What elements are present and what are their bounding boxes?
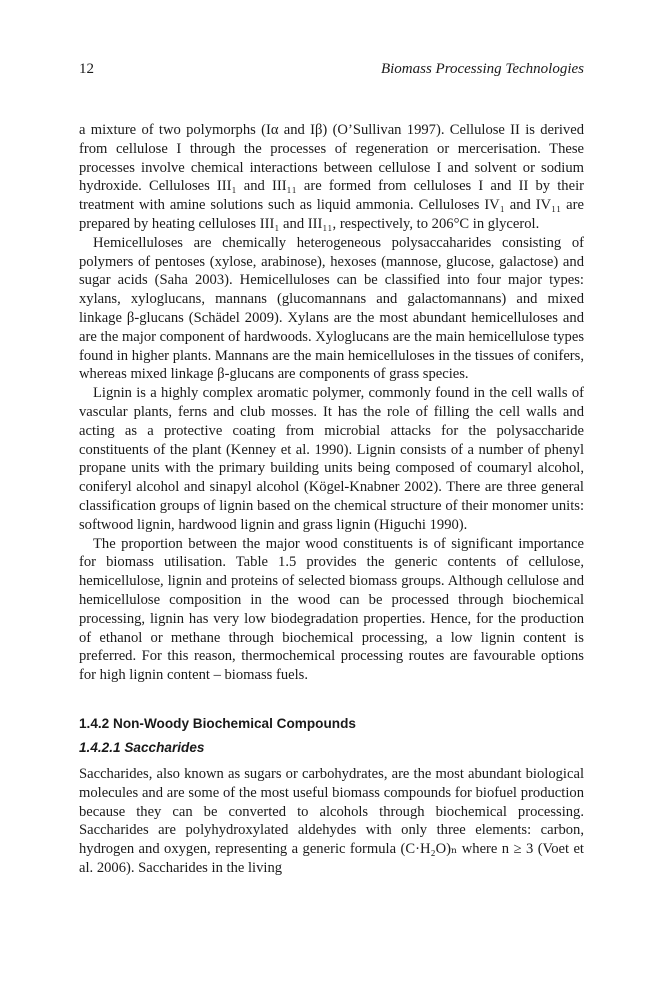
paragraph-wood-constituents: The proportion between the major wood constituents is of significant importance for biomass utilisation. Table 1.5 provides the generic contents of cellulose, hemicellulose, lignin and proteins of selected biomass groups. Although cellulose and hemicellulose composition in the wood can be processed through biochemical processing, lignin has very low biodegradation properties. Hence, for the production of ethanol or methane through biochemical processing, a low lignin content is preferred. For this reason, thermochemical processing routes are favourable options for high lignin content – biomass fuels. (79, 535, 584, 684)
body-text (79, 121, 584, 878)
paragraph-lignin: Lignin is a highly complex aromatic polymer, commonly found in the cell walls of vascular plants, ferns and club mosses. It has the role of filling the cell walls and acting as a protective coating from microbial attacks for the polysaccharide constituents of the plant (Kenney et al. 1990). Lignin consists of a number of phenyl propane units with the primary building units being composed of coumaryl alcohol, coniferyl alcohol and sinapyl alcohol (Kögel-Knabner 2002). There are three general classification groups of lignin based on the chemical structure of their monomer units: softwood lignin, hardwood lignin and grass lignin (Higuchi 1990). (79, 385, 584, 533)
running-header (79, 60, 584, 78)
subsection-heading: 1.4.2.1 Saccharides (79, 739, 205, 755)
page-number: 12 (79, 61, 94, 77)
section-heading: 1.4.2 Non-Woody Biochemical Compounds (79, 715, 356, 731)
paragraph-hemicelluloses: Hemicelluloses are chemically heterogeneous polysaccaharides consisting of polymers of pentoses (xylose, arabinose), hexoses (mannose, glucose, galactose) and sugar acids (Saha 2003). Hemicelluloses can be classified into four major types: xylans, xyloglucans, mannans (glucomannans and galactomannans) and mixed linkage β-glucans (Schädel 2009). Xylans are the most abundant hemicelluloses and are the major component of hardwoods. Xyloglucans are the main hemicellulose types found in higher plants. Mannans are the main hemicelluloses in the tissues of conifers, whereas mixed linkage β-glucans are components of grass species. (79, 234, 584, 383)
paragraph-saccharides: Saccharides, also known as sugars or carbohydrates, are the most abundant biological molecules and are some of the most useful biomass compounds for biofuel production because they can be converted to alcohols through biochemical processing. Saccharides are polyhydroxylated aldehydes with only three elements: carbon, hydrogen and oxygen, representing a generic formula (C·H₂O)ₙ where n ≥ 3 (Voet et al. 2006). Saccharides in the living (79, 765, 584, 876)
paragraph-cellulose-polymorphs: a mixture of two polymorphs (Iα and Iβ) (O’Sullivan 1997). Cellulose II is derived from cellulose I through the processes of regeneration or mercerisation. These processes involve chemical interactions between cellulose I and solvent or sodium hydroxide. Celluloses III₁ and III₁₁ are formed from celluloses I and II by their treatment with amine solutions such as liquid ammonia. Celluloses IV₁ and IV₁₁ are prepared by heating celluloses III₁ and III₁₁, respectively, to 206°C in glycerol. (79, 122, 584, 232)
book-title: Biomass Processing Technologies (380, 61, 584, 77)
